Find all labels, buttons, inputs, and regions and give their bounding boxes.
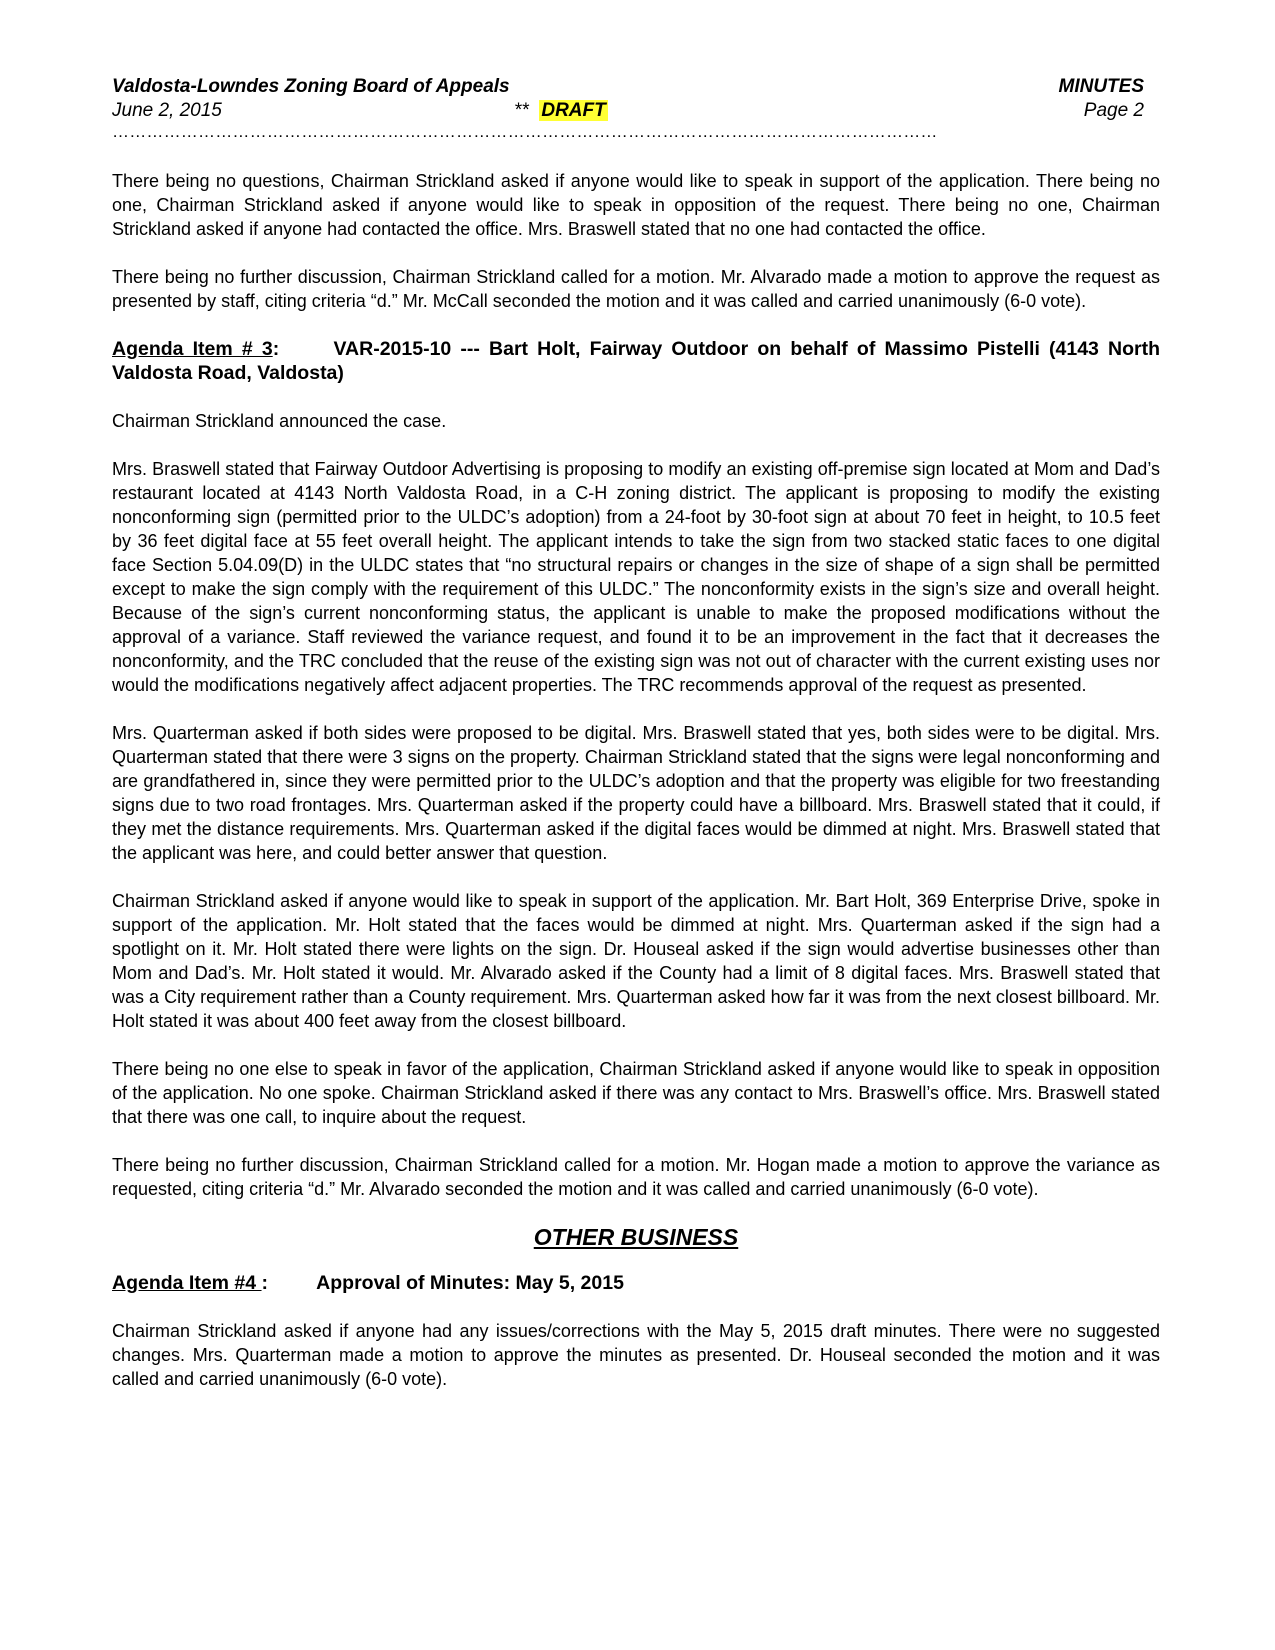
paragraph: There being no questions, Chairman Strickland asked if anyone would like to speak in support of the application. There being no one, Chairman Strickland asked if anyone would like to speak in opposition of the request. There being no one, Chairman Strickland asked if anyone had contacted the office. Mrs. Braswell stated that no one had contacted the office. <box>112 171 1160 239</box>
agenda-colon: : <box>261 1272 269 1294</box>
other-business-heading: OTHER BUSINESS <box>533 1224 739 1250</box>
agenda-item-title: Approval of Minutes: May 5, 2015 <box>316 1272 624 1294</box>
draft-badge: DRAFT <box>541 100 606 121</box>
page-number: Page 2 <box>1083 100 1144 121</box>
paragraph: Mrs. Braswell stated that Fairway Outdoor Advertising is proposing to modify an existing off-premise sign located at Mom and Dad’s restaurant located at 4143 North Valdosta Road, in a C-H zoning district. The applicant is proposing to modify the existing nonconforming sign (permitted prior to the ULDC’s adoption) from a 24-foot by 30-foot sign at about 70 feet in height, to 10.5 feet by 36 feet digital face at 55 feet overall height. The applicant intends to take the sign from two stacked static faces to one digital face Section 5.04.09(D) in the ULDC states that “no structural repairs or changes in the size of shape of a sign shall be permitted except to make the sign comply with the requirement of this ULDC.” The nonconformity exists in the sign’s size and overall height. Because of the sign’s current nonconforming status, the applicant is unable to make the proposed modifications without the approval of a variance. Staff reviewed the variance request, and found it to be an improvement in the fact that it decreases the nonconformity, and the TRC concluded that the reuse of the existing sign was not out of character with the current existing uses nor would the modifications negatively affect adjacent properties. The TRC recommends approval of the request as presented. <box>112 459 1160 695</box>
paragraph: Chairman Strickland announced the case. <box>112 411 447 431</box>
agenda-item-label: Agenda Item #4 <box>112 1272 262 1294</box>
paragraph: There being no further discussion, Chairman Strickland called for a motion. Mr. Alvarado made a motion to approve the request as presented by staff, citing criteria “d.” Mr. McCall seconded the motion and it was called and carried unanimously (6-0 vote). <box>112 267 1160 311</box>
header-row-1 <box>112 75 1160 99</box>
header-divider: ……………………………………………………………………………………………………………………………… <box>112 123 938 141</box>
draft-marker <box>514 99 608 123</box>
paragraph: There being no one else to speak in favor of the application, Chairman Strickland asked if anyone would like to speak in opposition of the application. No one spoke. Chairman Strickland asked if there was any contact to Mrs. Braswell’s office. Mrs. Braswell stated that there was one call, to inquire about the request. <box>112 1059 1160 1127</box>
agenda-item-title: VAR-2015-10 --- Bart Holt, Fairway Outdoor on behalf of Massimo Pistelli (4143 North Valdosta Road, Valdosta) <box>112 338 1161 384</box>
agenda-colon: : <box>272 338 280 360</box>
doc-type: MINUTES <box>1058 76 1144 97</box>
paragraph: There being no further discussion, Chairman Strickland called for a motion. Mr. Hogan made a motion to approve the variance as requested, citing criteria “d.” Mr. Alvarado seconded the motion and it was called and carried unanimously (6-0 vote). <box>112 1155 1160 1199</box>
agenda-item-3-heading <box>112 337 1160 385</box>
org-name: Valdosta-Lowndes Zoning Board of Appeals <box>112 76 510 97</box>
meeting-date: June 2, 2015 <box>112 100 222 121</box>
agenda-item-label: Agenda Item # 3 <box>112 338 273 360</box>
paragraph: Mrs. Quarterman asked if both sides were proposed to be digital. Mrs. Braswell stated that yes, both sides were to be digital. Mrs. Quarterman stated that there were 3 signs on the property. Chairman Strickland stated that the signs were legal nonconforming and are grandfathered in, since they were permitted prior to the ULDC’s adoption and that the property was eligible for two freestanding signs due to two road frontages. Mrs. Quarterman asked if the property could have a billboard. Mrs. Braswell stated that it could, if they met the distance requirements. Mrs. Quarterman asked if the digital faces would be dimmed at night. Mrs. Braswell stated that the applicant was here, and could better answer that question. <box>112 723 1160 863</box>
draft-stars: ** <box>514 100 529 121</box>
agenda-item-4-heading <box>112 1271 1160 1295</box>
paragraph: Chairman Strickland asked if anyone had any issues/corrections with the May 5, 2015 draft minutes. There were no suggested changes. Mrs. Quarterman made a motion to approve the minutes as presented. Dr. Houseal seconded the motion and it was called and carried unanimously (6-0 vote). <box>112 1321 1160 1389</box>
paragraph: Chairman Strickland asked if anyone would like to speak in support of the application. Mr. Bart Holt, 369 Enterprise Drive, spoke in support of the application. Mr. Holt stated that the faces would be dimmed at night. Mrs. Quarterman asked if the sign had a spotlight on it. Mr. Holt stated there were lights on the sign. Dr. Houseal asked if the sign would advertise businesses other than Mom and Dad’s. Mr. Holt stated it would. Mr. Alvarado asked if the County had a limit of 8 digital faces. Mrs. Braswell stated that was a City requirement rather than a County requirement. Mrs. Quarterman asked how far it was from the next closest billboard. Mr. Holt stated it was about 400 feet away from the closest billboard. <box>112 891 1160 1031</box>
header-row-2 <box>112 99 1160 123</box>
document-page <box>112 75 1160 1391</box>
